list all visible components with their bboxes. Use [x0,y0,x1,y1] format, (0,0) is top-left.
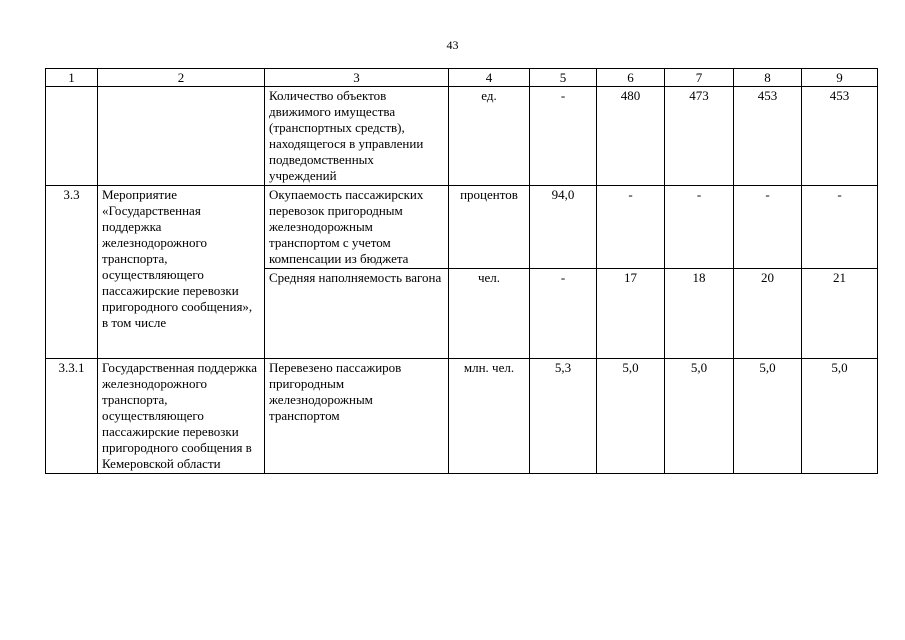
value-col-6: - [597,186,665,269]
event-name: Мероприятие «Государственная поддержка железнодорожного транспорта, осуществляющего пассажирские перевозки пригородного сообщения», в том числе [98,186,265,359]
header-row [46,69,878,87]
indicator-unit: чел. [449,269,530,359]
value-col-5: 5,3 [530,359,597,474]
header-col-9: 9 [802,69,878,87]
indicator-unit: процентов [449,186,530,269]
header-col-3: 3 [265,69,449,87]
value-col-8: 5,0 [734,359,802,474]
value-col-7: 18 [665,269,734,359]
value-col-9: 21 [802,269,878,359]
value-col-8: - [734,186,802,269]
indicator-unit: млн. чел. [449,359,530,474]
value-col-8: 20 [734,269,802,359]
value-col-8: 453 [734,87,802,186]
header-col-8: 8 [734,69,802,87]
header-col-6: 6 [597,69,665,87]
row-number: 3.3 [46,186,98,359]
value-col-6: 480 [597,87,665,186]
value-col-9: 453 [802,87,878,186]
event-name: Государственная поддержка железнодорожного транспорта, осуществляющего пассажирские перевозки пригородного сообщения в Кемеровской области [98,359,265,474]
table-row [46,186,878,269]
header-col-1: 1 [46,69,98,87]
indicator-unit: ед. [449,87,530,186]
row-number: 3.3.1 [46,359,98,474]
value-col-9: - [802,186,878,269]
indicators-table [45,68,878,474]
value-col-6: 17 [597,269,665,359]
header-col-2: 2 [98,69,265,87]
indicator-name: Перевезено пассажиров пригородным железнодорожным транспортом [265,359,449,474]
value-col-6: 5,0 [597,359,665,474]
row-number [46,87,98,186]
table-header [46,69,878,87]
value-col-5: - [530,87,597,186]
indicator-name: Окупаемость пассажирских перевозок пригородным железнодорожным транспортом с учетом компенсации из бюджета [265,186,449,269]
value-col-5: - [530,269,597,359]
table-row [46,359,878,474]
table-row [46,87,878,186]
indicator-name: Средняя наполняемость вагона [265,269,449,359]
header-col-7: 7 [665,69,734,87]
page-number: 43 [446,38,459,52]
value-col-7: 5,0 [665,359,734,474]
event-name [98,87,265,186]
value-col-5: 94,0 [530,186,597,269]
header-col-4: 4 [449,69,530,87]
value-col-9: 5,0 [802,359,878,474]
header-col-5: 5 [530,69,597,87]
indicator-name: Количество объектов движимого имущества (транспортных средств), находящегося в управлении подведомственных учреждений [265,87,449,186]
value-col-7: - [665,186,734,269]
value-col-7: 473 [665,87,734,186]
